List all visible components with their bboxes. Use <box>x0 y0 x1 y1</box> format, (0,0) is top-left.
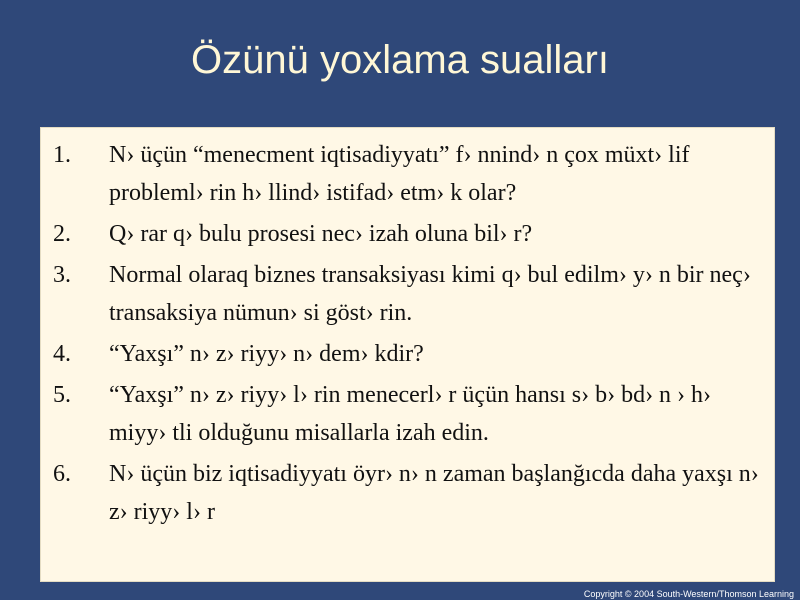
question-item <box>47 256 760 332</box>
question-text: N› üçün biz iqtisadiyyatı öyr› n› n zaman başlanğıcda daha yaxşı n› z› riyy› l› r <box>109 461 759 525</box>
question-text: N› üçün “menecment iqtisadiyyatı” f› nnind› n çox müxt› lif probleml› rin h› llind› istifad› etm› k olar? <box>109 142 690 206</box>
question-number: 6. <box>53 461 71 487</box>
questions-panel <box>40 127 775 582</box>
question-number: 2. <box>53 221 71 247</box>
question-item <box>47 376 760 452</box>
question-number: 5. <box>53 382 71 408</box>
slide-title: Özünü yoxlama sualları <box>191 38 609 82</box>
question-text: “Yaxşı” n› z› riyy› n› dem› kdir? <box>109 341 424 367</box>
question-item <box>47 215 760 253</box>
question-text: Normal olaraq biznes transaksiyası kimi q› bul edilm› y› n bir neç› transaksiya nümun› si göst› rin. <box>109 262 751 326</box>
question-text: “Yaxşı” n› z› riyy› l› rin menecerl› r üçün hansı s› b› bd› n › h› miyy› tli olduğunu misallarla izah edin. <box>109 382 712 446</box>
question-item <box>47 455 760 531</box>
copyright-notice: Copyright © 2004 South-Western/Thomson Learning <box>583 589 794 599</box>
question-number: 4. <box>53 341 71 367</box>
question-number: 3. <box>53 262 71 288</box>
question-text: Q› rar q› bulu prosesi nec› izah oluna bil› r? <box>109 221 533 247</box>
question-item <box>47 335 760 373</box>
question-item <box>47 136 760 212</box>
questions-list <box>41 128 774 531</box>
question-number: 1. <box>53 142 71 168</box>
